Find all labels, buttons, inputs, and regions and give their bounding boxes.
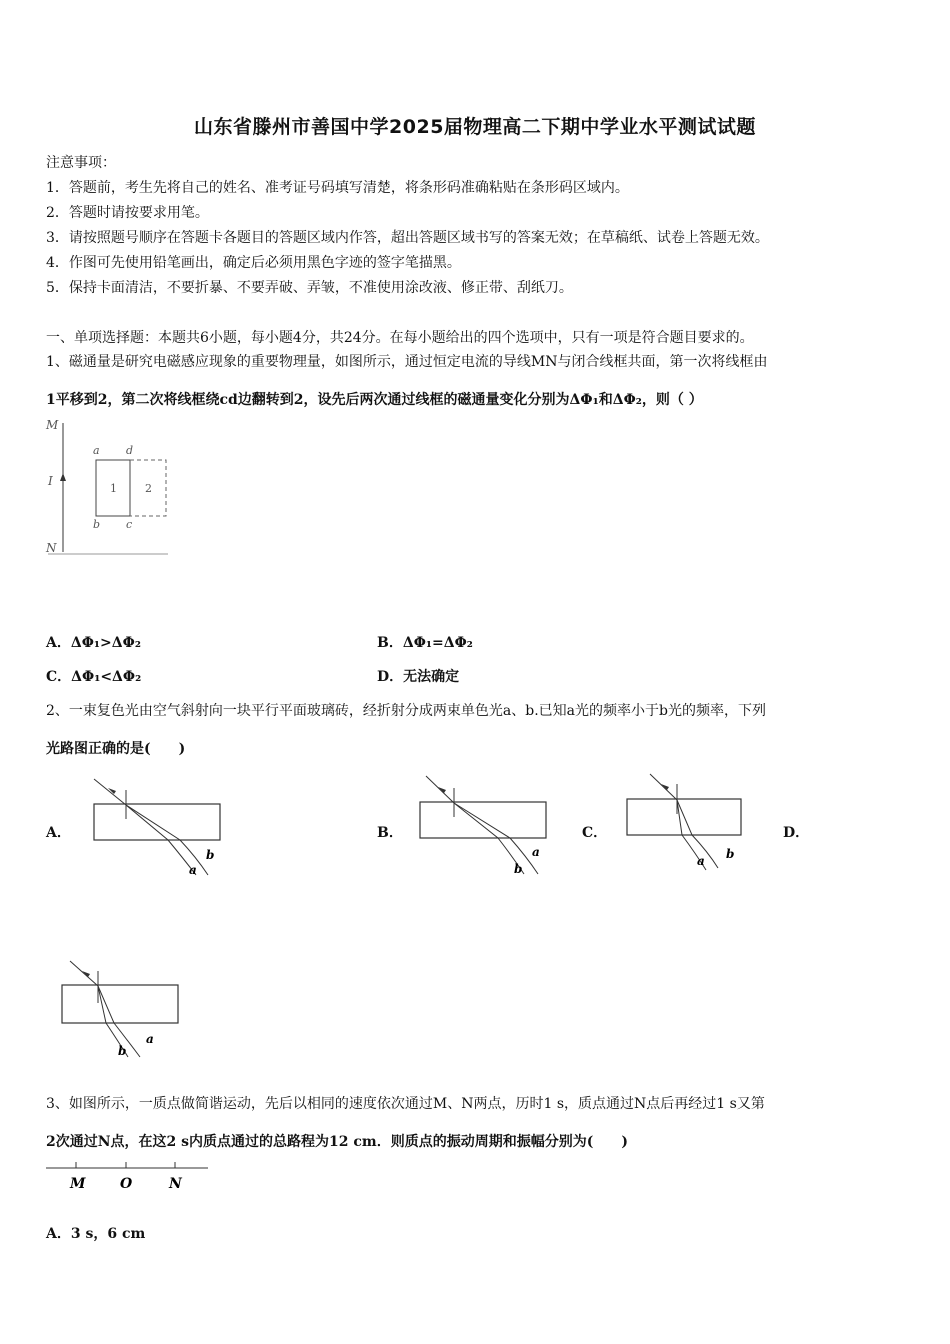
q3-text-line2: 2次通过N点，在这2 s内质点通过的总路程为12 cm．则质点的振动周期和振幅分别为( ) bbox=[46, 1134, 628, 1150]
label-1: 1 bbox=[110, 482, 117, 495]
ray-label-a: a bbox=[189, 863, 197, 877]
q2-option-d[interactable]: D． bbox=[783, 825, 810, 841]
notice-heading: 注意事项： bbox=[46, 155, 116, 171]
q1-option-c[interactable]: C．ΔΦ₁<ΔΦ₂ bbox=[46, 669, 142, 685]
label-n: N bbox=[46, 541, 57, 555]
label-d: d bbox=[126, 444, 134, 457]
notice-item: 2．答题时请按要求用笔。 bbox=[46, 205, 209, 221]
q1-option-b[interactable]: B．ΔΦ₁=ΔΦ₂ bbox=[377, 635, 473, 651]
notice-item: 5．保持卡面清洁，不要折暴、不要弄破、弄皱，不准使用涂改液、修正带、刮纸刀。 bbox=[46, 280, 573, 296]
q1-option-d[interactable]: D．无法确定 bbox=[377, 669, 460, 685]
axis-label-m: M bbox=[70, 1176, 86, 1192]
axis-label-n: N bbox=[169, 1176, 182, 1192]
q2-diagram-a bbox=[88, 775, 228, 880]
ray-label-b: b bbox=[118, 1044, 127, 1058]
label-a: a bbox=[93, 444, 100, 457]
section-heading: 一、单项选择题：本题共6小题，每小题4分，共24分。在每小题给出的四个选项中，只有一项是符合题目要求的。 bbox=[46, 330, 754, 346]
q3-axis-figure bbox=[44, 1158, 214, 1194]
q3-option-a[interactable]: A．3 s，6 cm bbox=[46, 1226, 146, 1242]
ray-label-a: a bbox=[532, 845, 540, 859]
q3-text-line1: 3、如图所示，一质点做简谐运动，先后以相同的速度依次通过M、N两点，历时1 s，质点通过N点后再经过1 s又第 bbox=[46, 1096, 765, 1112]
q1-text-line1: 1、磁通量是研究电磁感应现象的重要物理量，如图所示，通过恒定电流的导线MN与闭合线框共面，第一次将线框由 bbox=[46, 354, 768, 370]
notice-item: 3．请按照题号顺序在答题卡各题目的答题区域内作答，超出答题区域书写的答案无效；在草稿纸、试卷上答题无效。 bbox=[46, 230, 769, 246]
axis-label-o: O bbox=[120, 1176, 133, 1192]
q2-option-c[interactable]: C． bbox=[582, 825, 608, 841]
current-arrow-icon bbox=[60, 473, 66, 481]
ray-label-b: b bbox=[726, 847, 735, 861]
q2-diagram-d bbox=[56, 955, 186, 1065]
page-title: 山东省滕州市善国中学2025届物理高二下期中学业水平测试试题 bbox=[194, 116, 756, 138]
label-m: M bbox=[46, 418, 59, 432]
q1-option-a[interactable]: A．ΔΦ₁>ΔΦ₂ bbox=[46, 635, 141, 651]
q2-option-a[interactable]: A． bbox=[46, 825, 71, 841]
notice-item: 4．作图可先使用铅笔画出，确定后必须用黑色字迹的签字笔描黑。 bbox=[46, 255, 461, 271]
q2-diagram-b bbox=[414, 770, 554, 880]
ray-label-a: a bbox=[146, 1032, 154, 1046]
q2-text-line1: 2、一束复色光由空气斜射向一块平行平面玻璃砖，经折射分成两束单色光a、b.已知a光的频率小于b光的频率，下列 bbox=[46, 703, 766, 719]
ray-label-a: a bbox=[697, 854, 705, 868]
ray-arrow-icon bbox=[82, 971, 90, 977]
q2-text-line2: 光路图正确的是( ) bbox=[46, 741, 186, 757]
q1-text-line2: 1平移到2，第二次将线框绕cd边翻转到2，设先后两次通过线框的磁通量变化分别为ΔΦ₁和ΔΦ₂，则（ ） bbox=[46, 392, 703, 408]
q2-diagram-c bbox=[622, 770, 752, 880]
label-c: c bbox=[126, 518, 133, 531]
q1-figure bbox=[40, 415, 175, 560]
notice-item: 1．答题前，考生先将自己的姓名、准考证号码填写清楚，将条形码准确粘贴在条形码区域内。 bbox=[46, 180, 629, 196]
ray-label-b: b bbox=[514, 862, 523, 876]
ray-label-b: b bbox=[206, 848, 215, 862]
q2-option-b[interactable]: B． bbox=[377, 825, 403, 841]
label-b: b bbox=[93, 518, 101, 531]
label-2: 2 bbox=[145, 482, 152, 495]
label-i: I bbox=[48, 474, 53, 488]
